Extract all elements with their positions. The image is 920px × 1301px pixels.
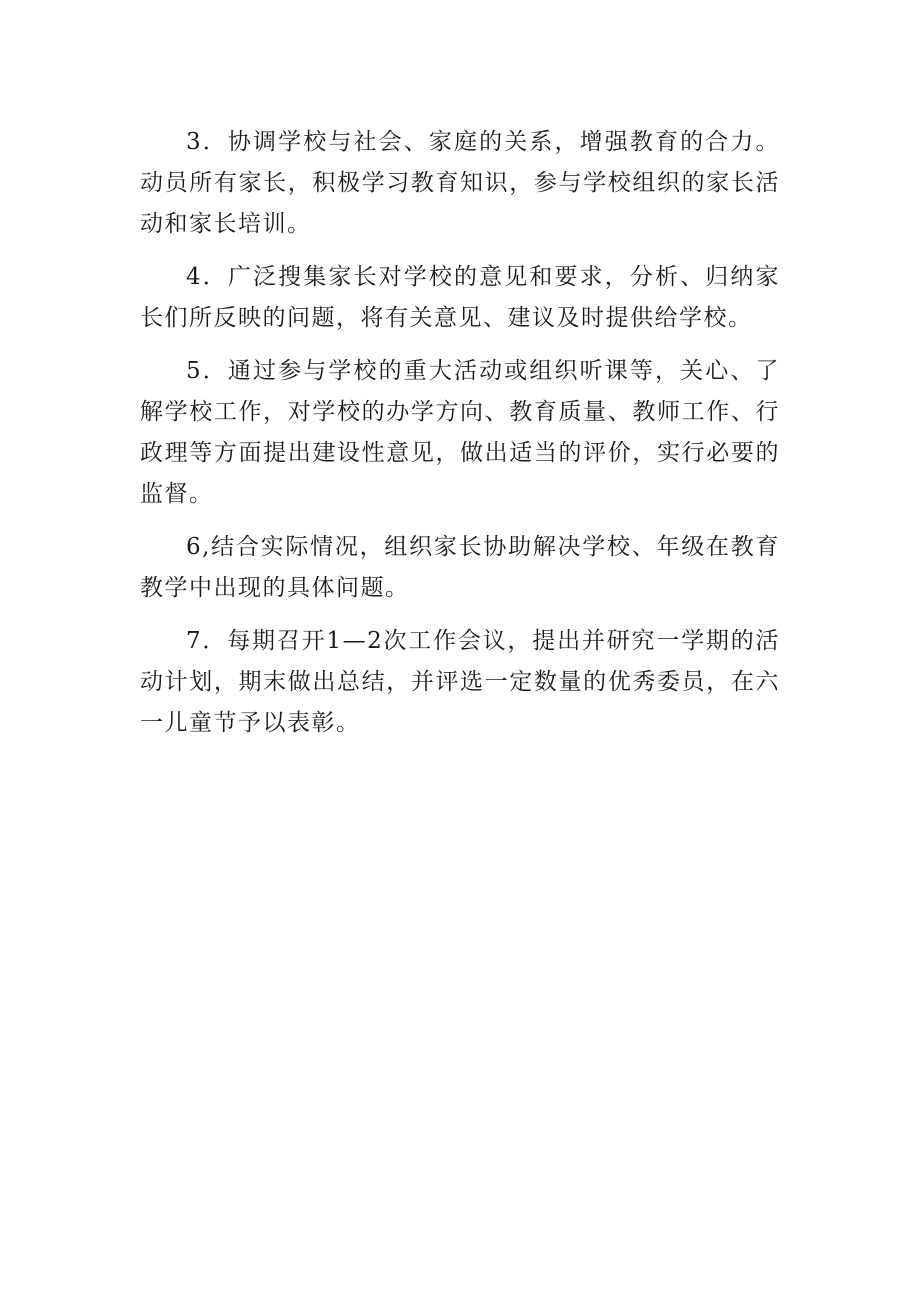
paragraph-item-6: 6,结合实际情况，组织家长协助解决学校、年级在教育教学中出现的具体问题。 (140, 534, 780, 601)
paragraph-item-3: 3．协调学校与社会、家庭的关系，增强教育的合力。动员所有家长，积极学习教育知识，参与学校组织的家长活动和家长培训。 (140, 129, 780, 237)
paragraph-item-7: 7．每期召开1—2次工作会议，提出并研究一学期的活动计划，期末做出总结，并评选一定数量的优秀委员，在六一儿童节予以表彰。 (140, 628, 780, 736)
document-body (140, 122, 780, 756)
paragraph-item-4: 4．广泛搜集家长对学校的意见和要求，分析、归纳家长们所反映的问题，将有关意见、建议及时提供给学校。 (140, 264, 780, 331)
paragraph-item-5: 5．通过参与学校的重大活动或组织听课等，关心、了解学校工作，对学校的办学方向、教育质量、教师工作、行政理等方面提出建设性意见，做出适当的评价，实行必要的监督。 (140, 358, 780, 507)
